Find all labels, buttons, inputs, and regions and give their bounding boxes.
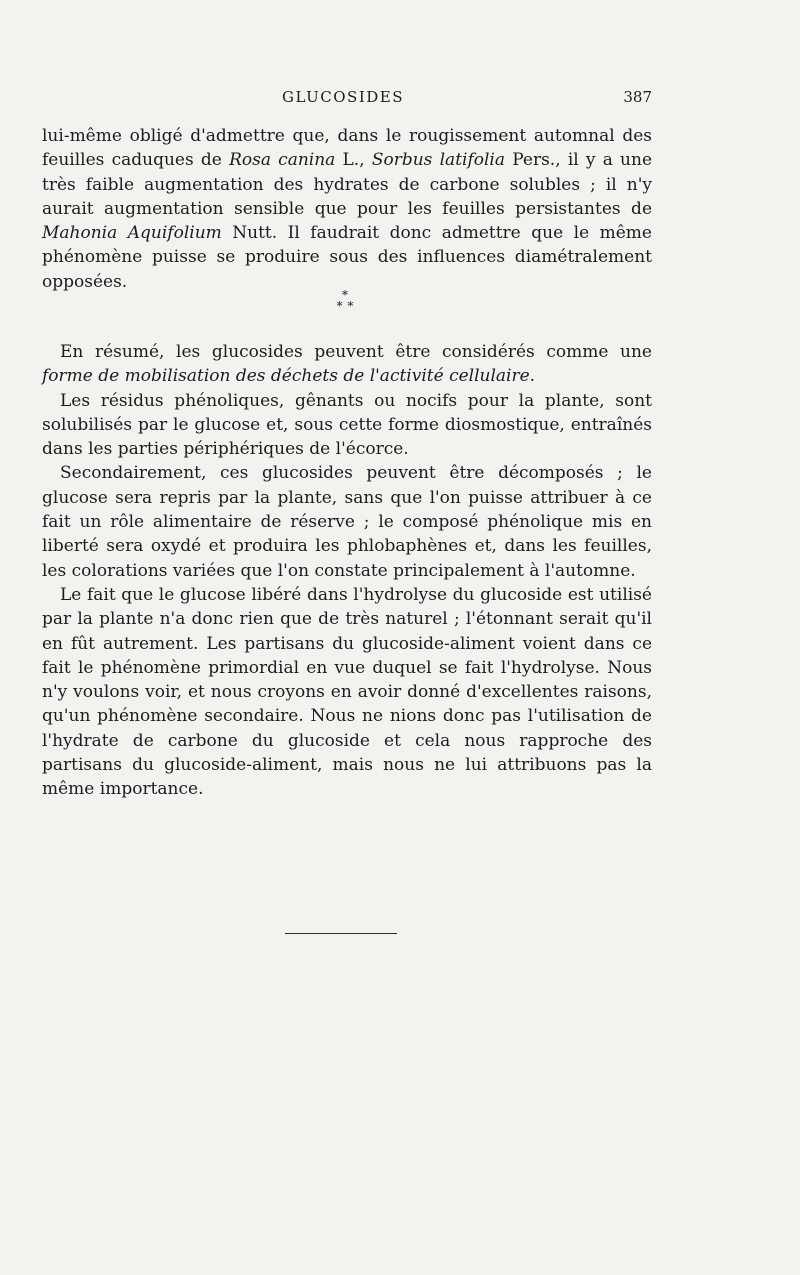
text-block-main <box>42 340 652 802</box>
section-ornament <box>320 290 370 320</box>
page-header <box>42 88 652 112</box>
species-name: Mahonia Aquifolium <box>42 223 222 244</box>
text-run: Pers., il y a une très faible augmentation des hydrates de carbone solubles ; il n'y aurait augmentation sensible que pour les feuilles persistantes de <box>42 150 653 219</box>
species-name: Rosa canina <box>229 150 336 171</box>
species-name: Sorbus latifolia <box>371 150 505 171</box>
asterisks: * * <box>336 299 354 313</box>
text-run: Nutt. Il faudrait donc admettre que le même phénomène puisse se produire sous des influences diamétralement opposées. <box>42 223 652 292</box>
running-title: GLUCOSIDES <box>282 88 404 106</box>
text-block-top <box>42 124 652 294</box>
emphasis: forme de mobilisation des déchets de l'activité cellulaire. <box>42 366 536 387</box>
text-run: En résumé, les glucosides peuvent être considérés comme une <box>60 342 652 362</box>
asterisk: * <box>342 288 348 302</box>
end-rule <box>285 933 397 934</box>
paragraph-fait: Le fait que le glucose libéré dans l'hydrolyse du glucoside est utilisé par la plante n'a donc rien que de très naturel ; l'étonnant serait qu'il en fût autrement. Les partisans du glucoside-aliment voient dans ce fait le phénomène primordial en vue duquel se fait l'hydrolyse. Nous n'y voulons voir, et nous croyons en avoir donné d'excellentes raisons, qu'un phénomène secondaire. Nous ne nions donc pas l'utilisation de l'hydrate de carbone du glucoside et cela nous rapproche des partisans du glucoside-aliment, mais nous ne lui attribuons pas la même importance. <box>42 584 652 800</box>
paragraph-continued <box>42 124 652 294</box>
text-run: L., <box>335 150 372 171</box>
text-run: lui-même obligé d'admettre que, dans le rougissement automnal des feuilles caduques de <box>42 126 652 171</box>
paragraph-secondairement: Secondairement, ces glucosides peuvent être décomposés ; le glucose sera repris par la plante, sans que l'on puisse attribuer à ce fait un rôle alimentaire de réserve ; le composé phénolique mis en liberté sera oxydé et produira les phlobaphènes et, dans les feuilles, les colorations variées que l'on constate principalement à l'automne. <box>42 463 652 581</box>
paragraph-residus: Les résidus phénoliques, gênants ou nocifs pour la plante, sont solubilisés par le glucose et, sous cette forme diosmostique, entraînés dans les parties périphériques de l'écorce. <box>42 390 652 460</box>
page-number: 387 <box>623 88 652 106</box>
paragraph-resume <box>42 340 652 389</box>
